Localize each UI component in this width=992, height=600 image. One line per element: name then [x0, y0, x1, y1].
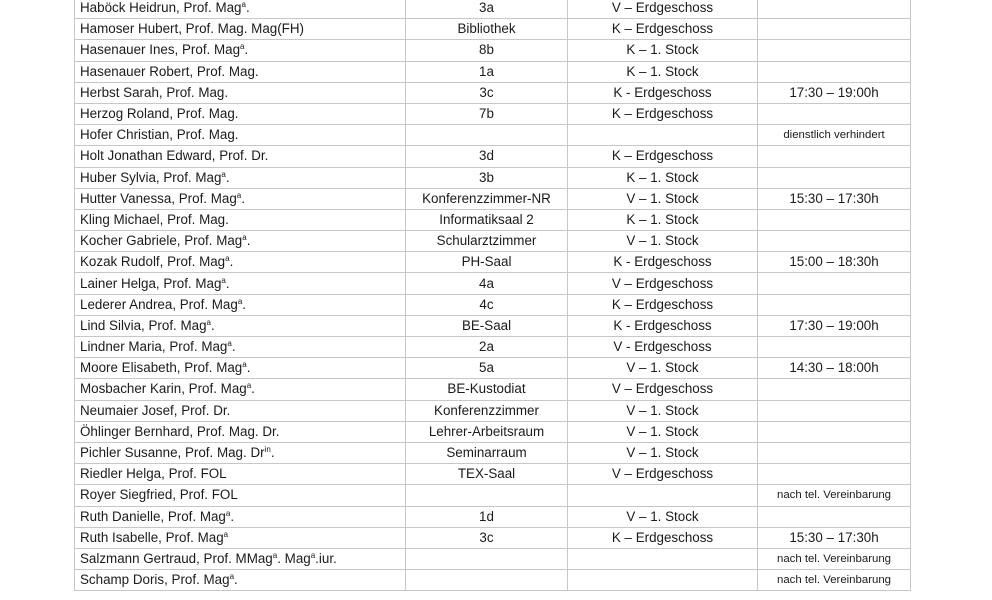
teacher-name: Hamoser Hubert, Prof. Mag. Mag(FH)	[80, 21, 304, 37]
consultation-time-cell	[758, 485, 911, 506]
room-label: 8b	[479, 42, 494, 58]
room-cell	[406, 103, 568, 124]
title-suffix: .	[242, 296, 246, 312]
consultation-time: nach tel. Vereinbarung	[777, 489, 891, 502]
room-label: BE-Kustodiat	[447, 381, 526, 397]
teacher-name-cell	[75, 40, 406, 61]
teacher-name: Hasenauer Ines, Prof. Mag	[80, 42, 241, 58]
floor-label: K – Erdgeschoss	[611, 106, 714, 122]
title-superscript: a	[246, 381, 252, 391]
teacher-name-cell	[75, 294, 406, 315]
room-label: 3b	[479, 169, 494, 185]
room-cell	[406, 0, 568, 19]
floor-cell	[568, 358, 758, 379]
teacher-name-cell	[75, 337, 406, 358]
floor-label: V – 1. Stock	[626, 402, 699, 418]
teacher-consultation-table	[74, 0, 911, 591]
room-cell	[406, 485, 568, 506]
floor-cell	[568, 0, 758, 19]
teacher-name: Hofer Christian, Prof. Mag.	[80, 127, 239, 143]
floor-cell	[568, 146, 758, 167]
table-row	[75, 209, 911, 230]
title-superscript: a	[272, 550, 278, 560]
room-cell	[406, 125, 568, 146]
table-row	[75, 125, 911, 146]
room-cell	[406, 167, 568, 188]
room-label: 4a	[479, 275, 494, 291]
floor-label: V – 1. Stock	[626, 360, 699, 376]
table-row	[75, 294, 911, 315]
consultation-time-cell	[758, 358, 911, 379]
title-suffix: .	[270, 445, 275, 461]
consultation-time: 14:30 – 18:00h	[789, 360, 879, 376]
room-cell	[406, 570, 568, 591]
floor-label: K - Erdgeschoss	[613, 254, 712, 270]
floor-label: K – Erdgeschoss	[611, 148, 714, 164]
consultation-time-cell	[758, 167, 911, 188]
teacher-name: Ruth Isabelle, Prof. Mag	[80, 529, 224, 545]
consultation-time: 15:30 – 17:30h	[789, 529, 879, 545]
consultation-time-cell	[758, 209, 911, 230]
title-superscript: a	[221, 169, 226, 179]
room-label: 5a	[479, 360, 494, 376]
title-suffix: .	[225, 275, 230, 291]
floor-label: V – 1. Stock	[626, 233, 699, 249]
title-suffix: .	[229, 254, 234, 270]
room-cell	[406, 442, 568, 463]
consultation-time: nach tel. Vereinbarung	[777, 574, 891, 587]
room-cell	[406, 379, 568, 400]
consultation-time-cell	[758, 294, 911, 315]
title-superscript: a	[225, 254, 230, 264]
consultation-time-cell	[758, 146, 911, 167]
room-label: PH-Saal	[461, 254, 512, 270]
room-cell	[406, 209, 568, 230]
consultation-time-cell	[758, 527, 911, 548]
floor-cell	[568, 421, 758, 442]
teacher-name: Lind Silvia, Prof. Mag	[80, 317, 207, 333]
table-row	[75, 40, 911, 61]
room-cell	[406, 82, 568, 103]
table-row	[75, 103, 911, 124]
teacher-name: Moore Elisabeth, Prof. Mag	[80, 360, 243, 376]
title-suffix: .	[245, 0, 250, 16]
consultation-time-cell	[758, 570, 911, 591]
room-label: Lehrer-Arbeitsraum	[428, 423, 545, 439]
title-superscript: a	[206, 317, 211, 327]
room-label: Bibliothek	[457, 21, 516, 37]
teacher-name-cell	[75, 464, 406, 485]
teacher-name-cell	[75, 570, 406, 591]
floor-label: V - Erdgeschoss	[613, 339, 712, 355]
table-row	[75, 421, 911, 442]
teacher-name: Huber Sylvia, Prof. Mag	[80, 169, 222, 185]
table-row	[75, 167, 911, 188]
teacher-name: Neumaier Josef, Prof. Dr.	[80, 402, 231, 418]
consultation-time-cell	[758, 315, 911, 336]
teacher-name: Haböck Heidrun, Prof. Mag	[80, 0, 242, 16]
table-row	[75, 358, 911, 379]
teacher-name: Kozak Rudolf, Prof. Mag	[80, 254, 226, 270]
floor-label: V – Erdgeschoss	[611, 0, 714, 16]
consultation-time-cell	[758, 273, 911, 294]
consultation-time-cell	[758, 421, 911, 442]
floor-cell	[568, 315, 758, 336]
consultation-time-cell	[758, 231, 911, 252]
floor-cell	[568, 40, 758, 61]
teacher-name-cell	[75, 19, 406, 40]
consultation-time-cell	[758, 125, 911, 146]
consultation-time: 15:00 – 18:30h	[789, 254, 879, 270]
room-cell	[406, 40, 568, 61]
floor-label: K – 1. Stock	[626, 42, 699, 58]
table-row	[75, 82, 911, 103]
floor-cell	[568, 103, 758, 124]
room-cell	[406, 464, 568, 485]
room-cell	[406, 506, 568, 527]
title-superscript: a	[240, 42, 245, 52]
floor-label: K – 1. Stock	[626, 169, 699, 185]
teacher-name: Schamp Doris, Prof. Mag	[80, 572, 230, 588]
teacher-name-cell	[75, 103, 406, 124]
consultation-time-cell	[758, 252, 911, 273]
consultation-time-cell	[758, 103, 911, 124]
title-superscript: a	[242, 360, 247, 370]
room-label: BE-Saal	[461, 317, 512, 333]
room-cell	[406, 421, 568, 442]
floor-cell	[568, 167, 758, 188]
consultation-time-cell	[758, 442, 911, 463]
room-label: 3c	[479, 84, 494, 100]
title-superscript: a	[236, 190, 242, 200]
floor-cell	[568, 294, 758, 315]
floor-cell	[568, 252, 758, 273]
table-row	[75, 442, 911, 463]
room-label: Konferenzzimmer	[434, 402, 539, 418]
teacher-name-cell	[75, 315, 406, 336]
floor-label: V – 1. Stock	[626, 190, 699, 206]
teacher-name: Kling Michael, Prof. Mag.	[80, 211, 229, 227]
floor-label: K – 1. Stock	[626, 211, 699, 227]
title-suffix: .	[225, 169, 230, 185]
teacher-name-cell	[75, 252, 406, 273]
floor-label: V – Erdgeschoss	[611, 381, 714, 397]
teacher-name-cell	[75, 442, 406, 463]
room-label: Seminarraum	[446, 445, 527, 461]
teacher-name: Kocher Gabriele, Prof. Mag	[80, 233, 243, 249]
teacher-name: Holt Jonathan Edward, Prof. Dr.	[80, 148, 269, 164]
room-cell	[406, 19, 568, 40]
room-cell	[406, 294, 568, 315]
room-cell	[406, 146, 568, 167]
room-label: 1a	[479, 63, 494, 79]
floor-cell	[568, 209, 758, 230]
floor-cell	[568, 231, 758, 252]
table-row	[75, 252, 911, 273]
consultation-time: 17:30 – 19:00h	[789, 84, 879, 100]
title-superscript: a	[221, 275, 226, 285]
floor-cell	[568, 61, 758, 82]
floor-label: K - Erdgeschoss	[613, 317, 712, 333]
room-label: Schularztzimmer	[436, 233, 537, 249]
consultation-time-cell	[758, 379, 911, 400]
table-row	[75, 231, 911, 252]
teacher-name: Ruth Danielle, Prof. Mag	[80, 508, 226, 524]
floor-label: K – Erdgeschoss	[611, 529, 714, 545]
teacher-name-cell	[75, 527, 406, 548]
floor-cell	[568, 19, 758, 40]
table-row	[75, 400, 911, 421]
floor-label: V – 1. Stock	[626, 445, 699, 461]
consultation-time-cell	[758, 82, 911, 103]
floor-label: K - Erdgeschoss	[613, 84, 712, 100]
teacher-name: Hasenauer Robert, Prof. Mag.	[80, 63, 259, 79]
room-label: 1d	[479, 508, 494, 524]
title-superscript: a	[223, 529, 229, 539]
teacher-name: Lederer Andrea, Prof. Mag	[80, 296, 238, 312]
teacher-name-cell	[75, 548, 406, 569]
consultation-time-cell	[758, 188, 911, 209]
title-superscript: a	[227, 339, 232, 349]
teacher-name: Mosbacher Karin, Prof. Mag	[80, 381, 247, 397]
floor-cell	[568, 464, 758, 485]
floor-cell	[568, 337, 758, 358]
title-superscript: a	[242, 233, 247, 243]
room-cell	[406, 527, 568, 548]
room-label: 7b	[479, 106, 494, 122]
table-row	[75, 506, 911, 527]
teacher-name: Hutter Vanessa, Prof. Mag	[80, 190, 237, 206]
room-cell	[406, 188, 568, 209]
teacher-name-cell	[75, 167, 406, 188]
title-superscript: a	[237, 296, 243, 306]
table-row	[75, 0, 911, 19]
room-cell	[406, 61, 568, 82]
consultation-time-cell	[758, 337, 911, 358]
teacher-name-cell	[75, 82, 406, 103]
title-superscript: in	[264, 445, 271, 455]
floor-cell	[568, 82, 758, 103]
teacher-name-cell	[75, 61, 406, 82]
room-cell	[406, 358, 568, 379]
teacher-name-cell	[75, 379, 406, 400]
room-label: 3c	[479, 529, 494, 545]
title-superscript: a	[225, 508, 231, 518]
room-label: TEX-Saal	[457, 466, 516, 482]
title-suffix: .	[234, 572, 238, 588]
teacher-name-cell	[75, 188, 406, 209]
room-label: 4c	[479, 296, 494, 312]
teacher-name-cell	[75, 209, 406, 230]
floor-cell	[568, 442, 758, 463]
teacher-name-cell	[75, 273, 406, 294]
floor-cell	[568, 400, 758, 421]
title-suffix: .	[246, 360, 251, 376]
table-row	[75, 464, 911, 485]
teacher-name-cell	[75, 0, 406, 19]
table-row	[75, 61, 911, 82]
table-row	[75, 315, 911, 336]
teacher-name: Lindner Maria, Prof. Mag	[80, 339, 228, 355]
room-cell	[406, 400, 568, 421]
consultation-time: 15:30 – 17:30h	[789, 190, 879, 206]
table-row	[75, 548, 911, 569]
title-suffix: . Mag	[277, 550, 311, 566]
title-suffix: .	[241, 190, 245, 206]
room-cell	[406, 231, 568, 252]
title-suffix: .iur.	[315, 550, 337, 566]
room-cell	[406, 548, 568, 569]
title-suffix: .	[244, 42, 249, 58]
teacher-name-cell	[75, 485, 406, 506]
teacher-name-cell	[75, 400, 406, 421]
title-superscript: a	[229, 572, 235, 582]
floor-label: K – Erdgeschoss	[611, 21, 714, 37]
floor-cell	[568, 188, 758, 209]
teacher-name: Öhlinger Bernhard, Prof. Mag. Dr.	[80, 423, 280, 439]
teacher-name-cell	[75, 231, 406, 252]
floor-label: V – Erdgeschoss	[611, 466, 714, 482]
title-suffix: .	[210, 317, 215, 333]
table-row	[75, 146, 911, 167]
table-row	[75, 273, 911, 294]
floor-label: V – 1. Stock	[626, 508, 699, 524]
title-superscript: a	[310, 550, 316, 560]
table-row	[75, 527, 911, 548]
teacher-name: Herbst Sarah, Prof. Mag.	[80, 84, 229, 100]
table-row	[75, 337, 911, 358]
consultation-time: nach tel. Vereinbarung	[777, 552, 891, 565]
teacher-name-cell	[75, 146, 406, 167]
floor-cell	[568, 570, 758, 591]
floor-cell	[568, 527, 758, 548]
room-cell	[406, 315, 568, 336]
floor-label: V – Erdgeschoss	[611, 275, 714, 291]
room-cell	[406, 273, 568, 294]
teacher-name: Herzog Roland, Prof. Mag.	[80, 106, 239, 122]
consultation-time-cell	[758, 19, 911, 40]
title-superscript: a	[241, 0, 246, 10]
floor-cell	[568, 485, 758, 506]
consultation-time-cell	[758, 400, 911, 421]
room-label: Konferenzzimmer-NR	[422, 190, 551, 206]
teacher-name: Salzmann Gertraud, Prof. MMag	[80, 550, 273, 566]
room-cell	[406, 337, 568, 358]
consultation-time-cell	[758, 464, 911, 485]
table-row	[75, 485, 911, 506]
teacher-name: Lainer Helga, Prof. Mag	[80, 275, 222, 291]
teacher-name-cell	[75, 421, 406, 442]
title-suffix: .	[246, 233, 251, 249]
teacher-name-cell	[75, 125, 406, 146]
room-label: 3a	[479, 0, 494, 16]
title-suffix: .	[231, 339, 236, 355]
floor-label: K – Erdgeschoss	[611, 296, 714, 312]
consultation-time-cell	[758, 548, 911, 569]
room-label: Informatiksaal 2	[439, 211, 534, 227]
teacher-name: Riedler Helga, Prof. FOL	[80, 466, 227, 482]
teacher-name-cell	[75, 358, 406, 379]
consultation-time-cell	[758, 506, 911, 527]
teacher-name: Pichler Susanne, Prof. Mag. Dr	[80, 445, 265, 461]
floor-label: V – 1. Stock	[626, 423, 699, 439]
floor-cell	[568, 125, 758, 146]
table-row	[75, 19, 911, 40]
floor-cell	[568, 273, 758, 294]
room-cell	[406, 252, 568, 273]
floor-cell	[568, 548, 758, 569]
consultation-time: 17:30 – 19:00h	[789, 317, 879, 333]
room-label: 2a	[479, 339, 494, 355]
table-body	[75, 0, 911, 591]
table-row	[75, 379, 911, 400]
floor-cell	[568, 379, 758, 400]
title-suffix: .	[251, 381, 255, 397]
consultation-time: dienstlich verhindert	[783, 129, 885, 142]
consultation-time-cell	[758, 0, 911, 19]
floor-cell	[568, 506, 758, 527]
teacher-name: Royer Siegfried, Prof. FOL	[80, 487, 238, 503]
table-row	[75, 188, 911, 209]
floor-label: K – 1. Stock	[626, 63, 699, 79]
consultation-time-cell	[758, 40, 911, 61]
teacher-name-cell	[75, 506, 406, 527]
table-row	[75, 570, 911, 591]
room-label: 3d	[479, 148, 494, 164]
title-suffix: .	[230, 508, 235, 524]
consultation-time-cell	[758, 61, 911, 82]
